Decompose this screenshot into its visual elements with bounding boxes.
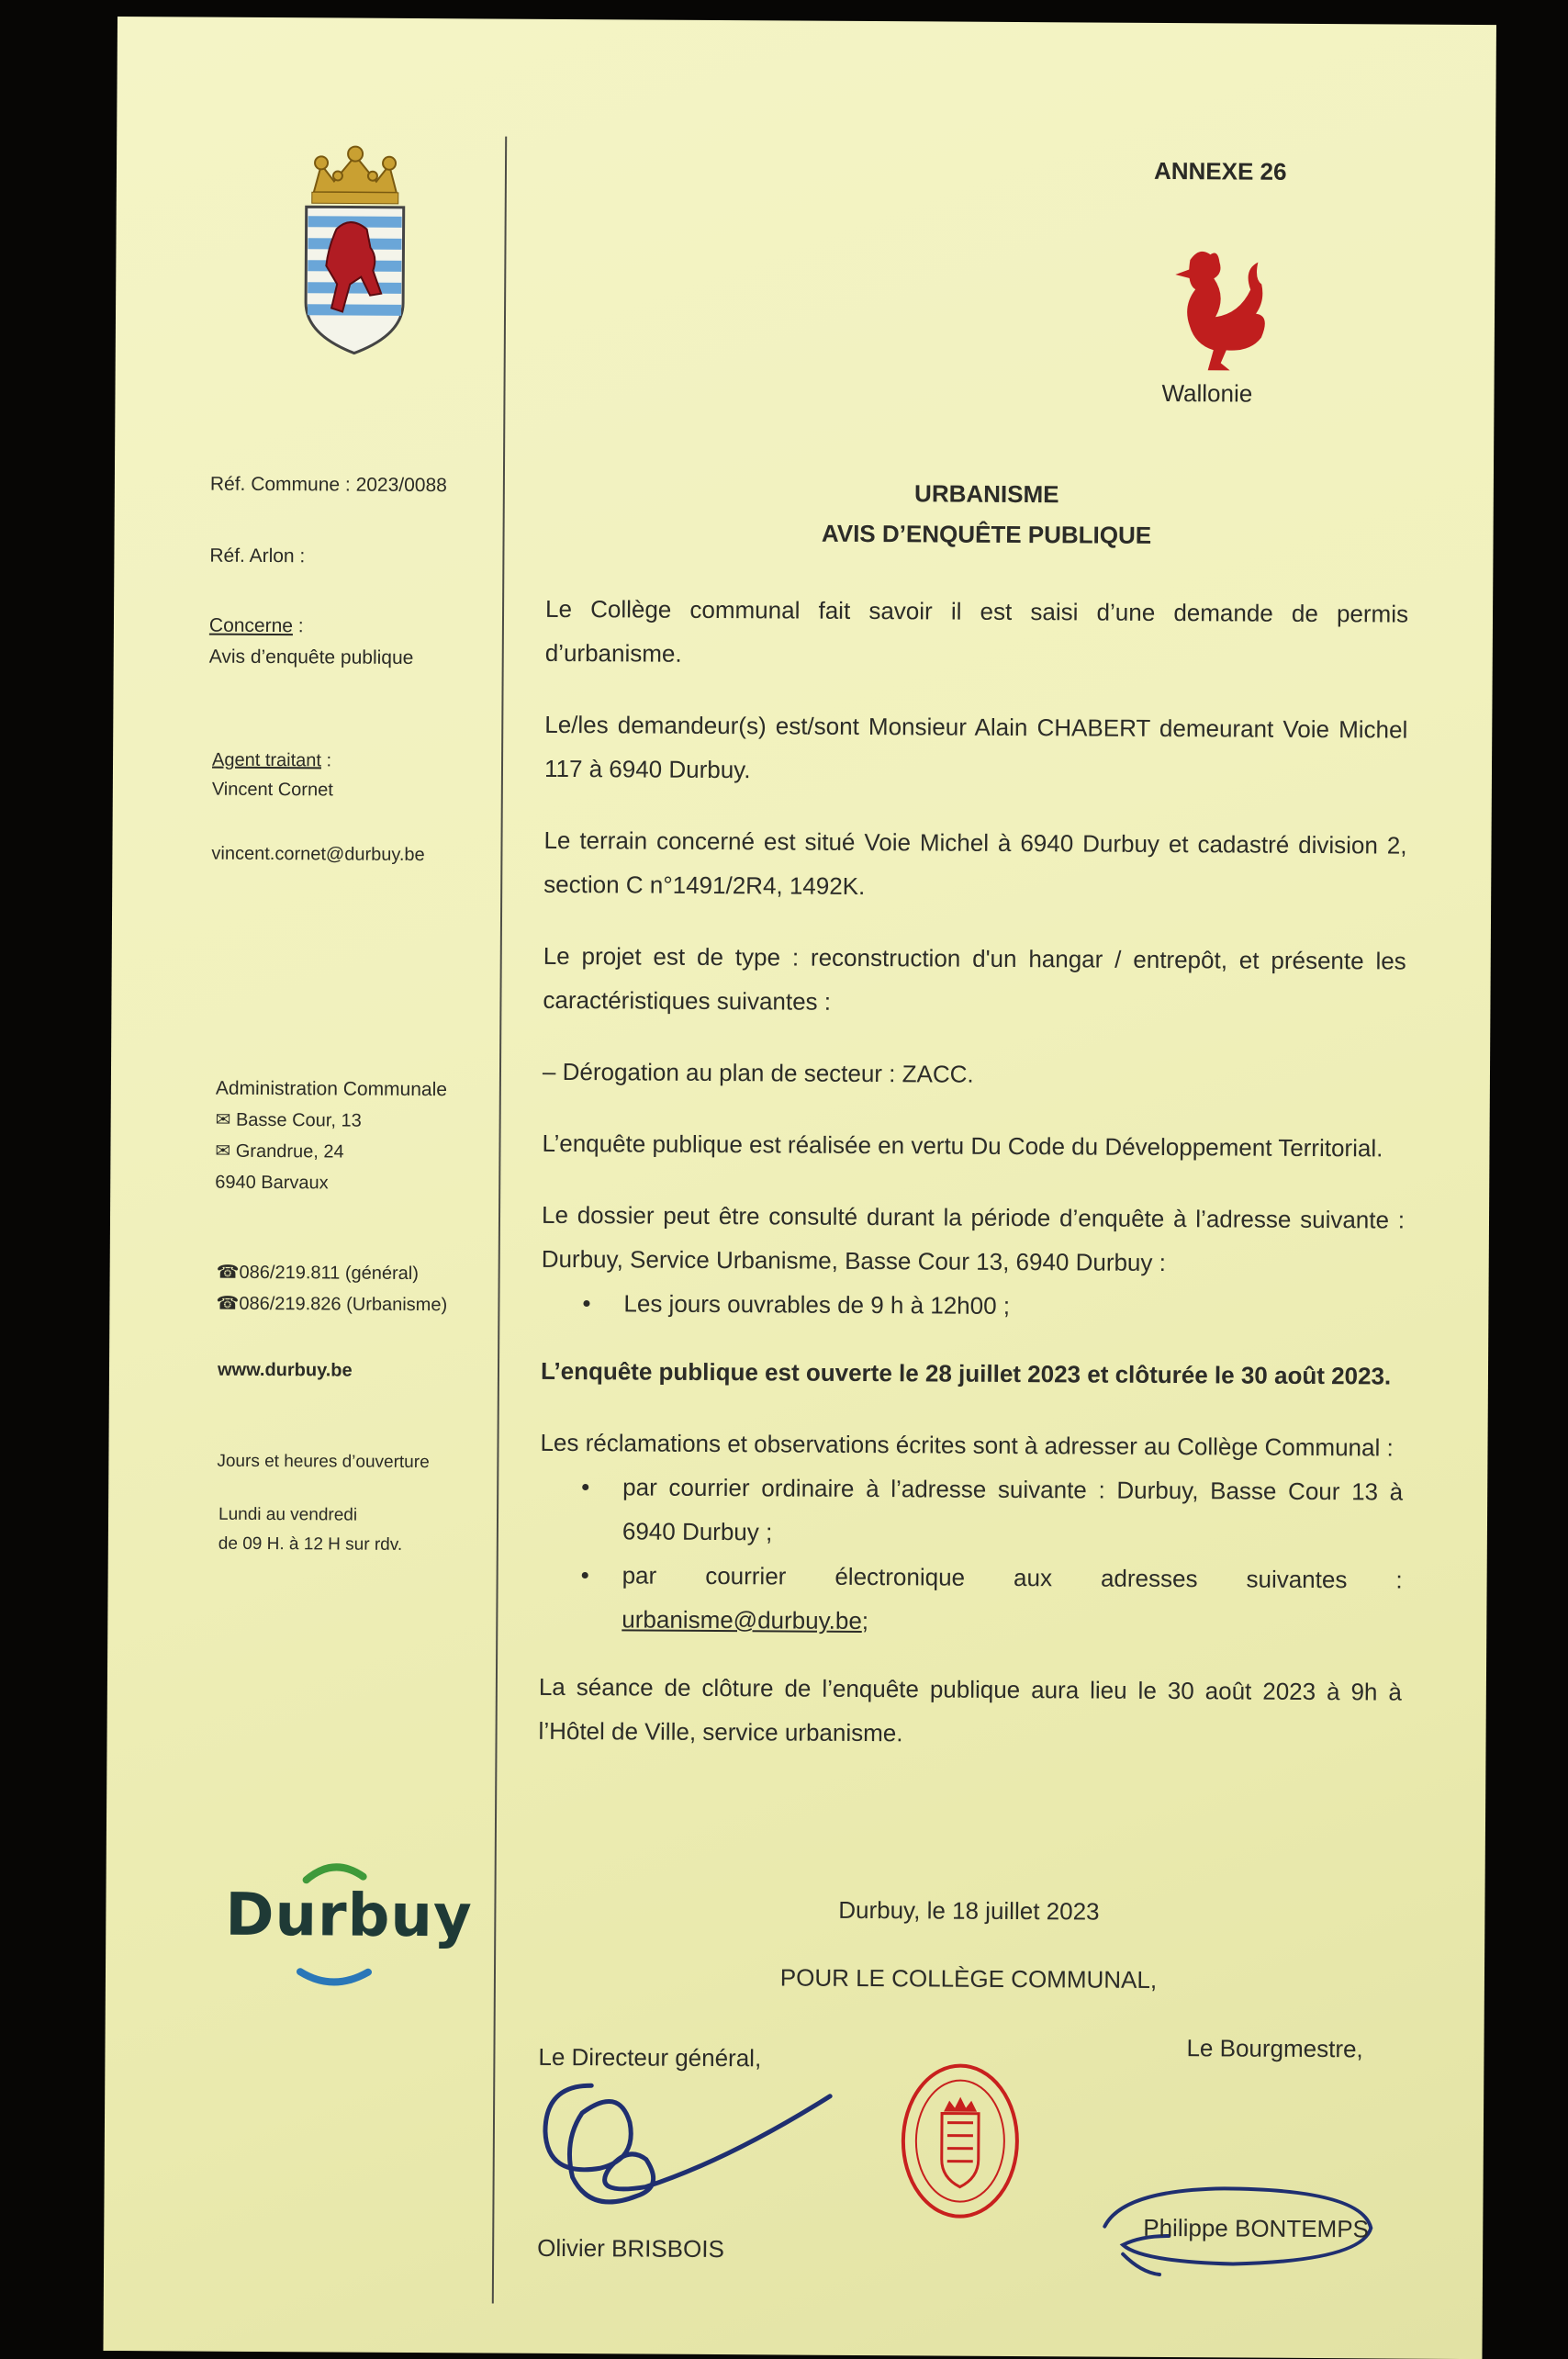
paragraph-9: Les réclamations et observations écrites sont à adresser au Collège Communal : [540,1428,1394,1462]
list-item: • par courrier ordinaire à l’adresse suivante : Durbuy, Basse Cour 13 à 6940 Durbuy ; [540,1465,1404,1558]
phone-line-1 [217,1257,419,1289]
concerne-label-line [209,611,304,643]
agent-label: Agent traitant [211,749,322,771]
paragraph-5: – Dérogation au plan de secteur : ZACC. [542,1057,974,1088]
for-college: POUR LE COLLÈGE COMMUNAL, [779,1963,1158,1994]
director-name: Olivier BRISBOIS [537,2233,724,2264]
phone-icon: ☎ [216,1262,240,1283]
address-line-2 [215,1136,343,1168]
email-link[interactable]: urbanisme@durbuy.be [622,1605,862,1634]
mayor-title: Le Bourgmestre, [1186,2034,1363,2063]
bullet-2-end: ; [861,1606,869,1635]
logo-text: Durbuy [225,1881,473,1951]
notice-body [538,587,1408,1758]
complaints-list [539,1465,1403,1646]
phone-icon: ☎ [216,1293,240,1314]
list-item [539,1553,1403,1646]
paragraph-1: Le Collège communal fait savoir il est saisi d’une demande de permis d’urbanisme. [544,594,1409,668]
paragraph-2: Le/les demandeur(s) est/sont Monsieur Alain CHABERT demeurant Voie Michel 117 à 6940 Durbuy. [543,710,1408,784]
address-line-3: 6940 Barvaux [215,1172,329,1194]
address-2-text: Grandrue, 24 [235,1140,344,1163]
admin-title: Administration Communale [215,1077,448,1101]
ref-commune: Réf. Commune : 2023/0088 [209,473,447,497]
document-page [103,17,1496,2359]
agent-label-line [212,745,331,777]
municipal-seal-icon [895,2058,1025,2224]
hours-line-1: Lundi au vendredi [218,1504,358,1525]
director-title: Le Directeur général, [538,2042,762,2073]
bullet-2-text: par courrier électronique aux adresses suivantes : [622,1561,1403,1594]
director-signature-icon [526,2058,839,2234]
envelope-icon: ✉ [215,1109,237,1130]
ref-arlon: Réf. Arlon : [209,545,306,567]
consultation-list [541,1281,1404,1331]
paragraph-10: La séance de clôture de l’enquête publique aura lieu le 30 août 2023 à 9h à l’Hôtel de Ville, service urbanisme. [538,1672,1402,1747]
address-1-text: Basse Cour, 13 [235,1109,362,1131]
paragraph-7: Le dossier peut être consulté durant la période d’enquête à l’adresse suivante : Durbuy, Service Urbanisme, Basse Cour 13, 6940 Durbuy : [541,1200,1406,1277]
phone-2-text: 086/219.826 (Urbanisme) [239,1293,448,1316]
list-item: • Les jours ouvrables de 9 h à 12h00 ; [541,1281,1404,1331]
paragraph-4: Le projet est de type : reconstruction d'un hangar / entrepôt, et présente les caractéristiques suivantes : [543,941,1406,1016]
paragraph-3: Le terrain concerné est situé Voie Michel à 6940 Durbuy et cadastré division 2, section C n°1491/2R4, 1492K. [543,826,1407,900]
region-label: Wallonie [1161,378,1253,408]
heading-urbanisme: URBANISME [914,479,1059,509]
agent-name: Vincent Cornet [211,779,333,801]
concerne-label: Concerne [208,614,294,637]
concerne-value: Avis d’enquête publique [208,646,414,668]
address-line-1 [216,1105,362,1137]
hours-line-2: de 09 H. à 12 H sur rdv. [218,1533,403,1555]
paragraph-6: L’enquête publique est réalisée en vertu Du Code du Développement Territorial. [542,1129,1383,1163]
annex-label: ANNEXE 26 [1153,156,1287,185]
mayor-name: Philippe BONTEMPS [1143,2213,1370,2243]
walloon-rooster-icon [1162,242,1273,380]
durbuy-logo [225,1854,473,2012]
concerne-suffix: : [292,615,304,637]
agent-email[interactable]: vincent.cornet@durbuy.be [211,843,425,866]
phone-1-text: 086/219.811 (général) [239,1262,419,1285]
heading-avis: AVIS D’ENQUÊTE PUBLIQUE [821,519,1152,549]
hours-label: Jours et heures d’ouverture [217,1451,430,1473]
website-link[interactable]: www.durbuy.be [217,1359,353,1381]
paragraph-8: L’enquête publique est ouverte le 28 juillet 2023 et clôturée le 30 août 2023. [540,1356,1392,1390]
date-line: Durbuy, le 18 juillet 2023 [838,1895,1100,1926]
coat-of-arms-icon [286,137,424,358]
column-divider [492,137,507,2304]
envelope-icon: ✉ [215,1140,236,1162]
phone-line-2 [216,1288,447,1321]
agent-suffix: : [320,750,332,771]
